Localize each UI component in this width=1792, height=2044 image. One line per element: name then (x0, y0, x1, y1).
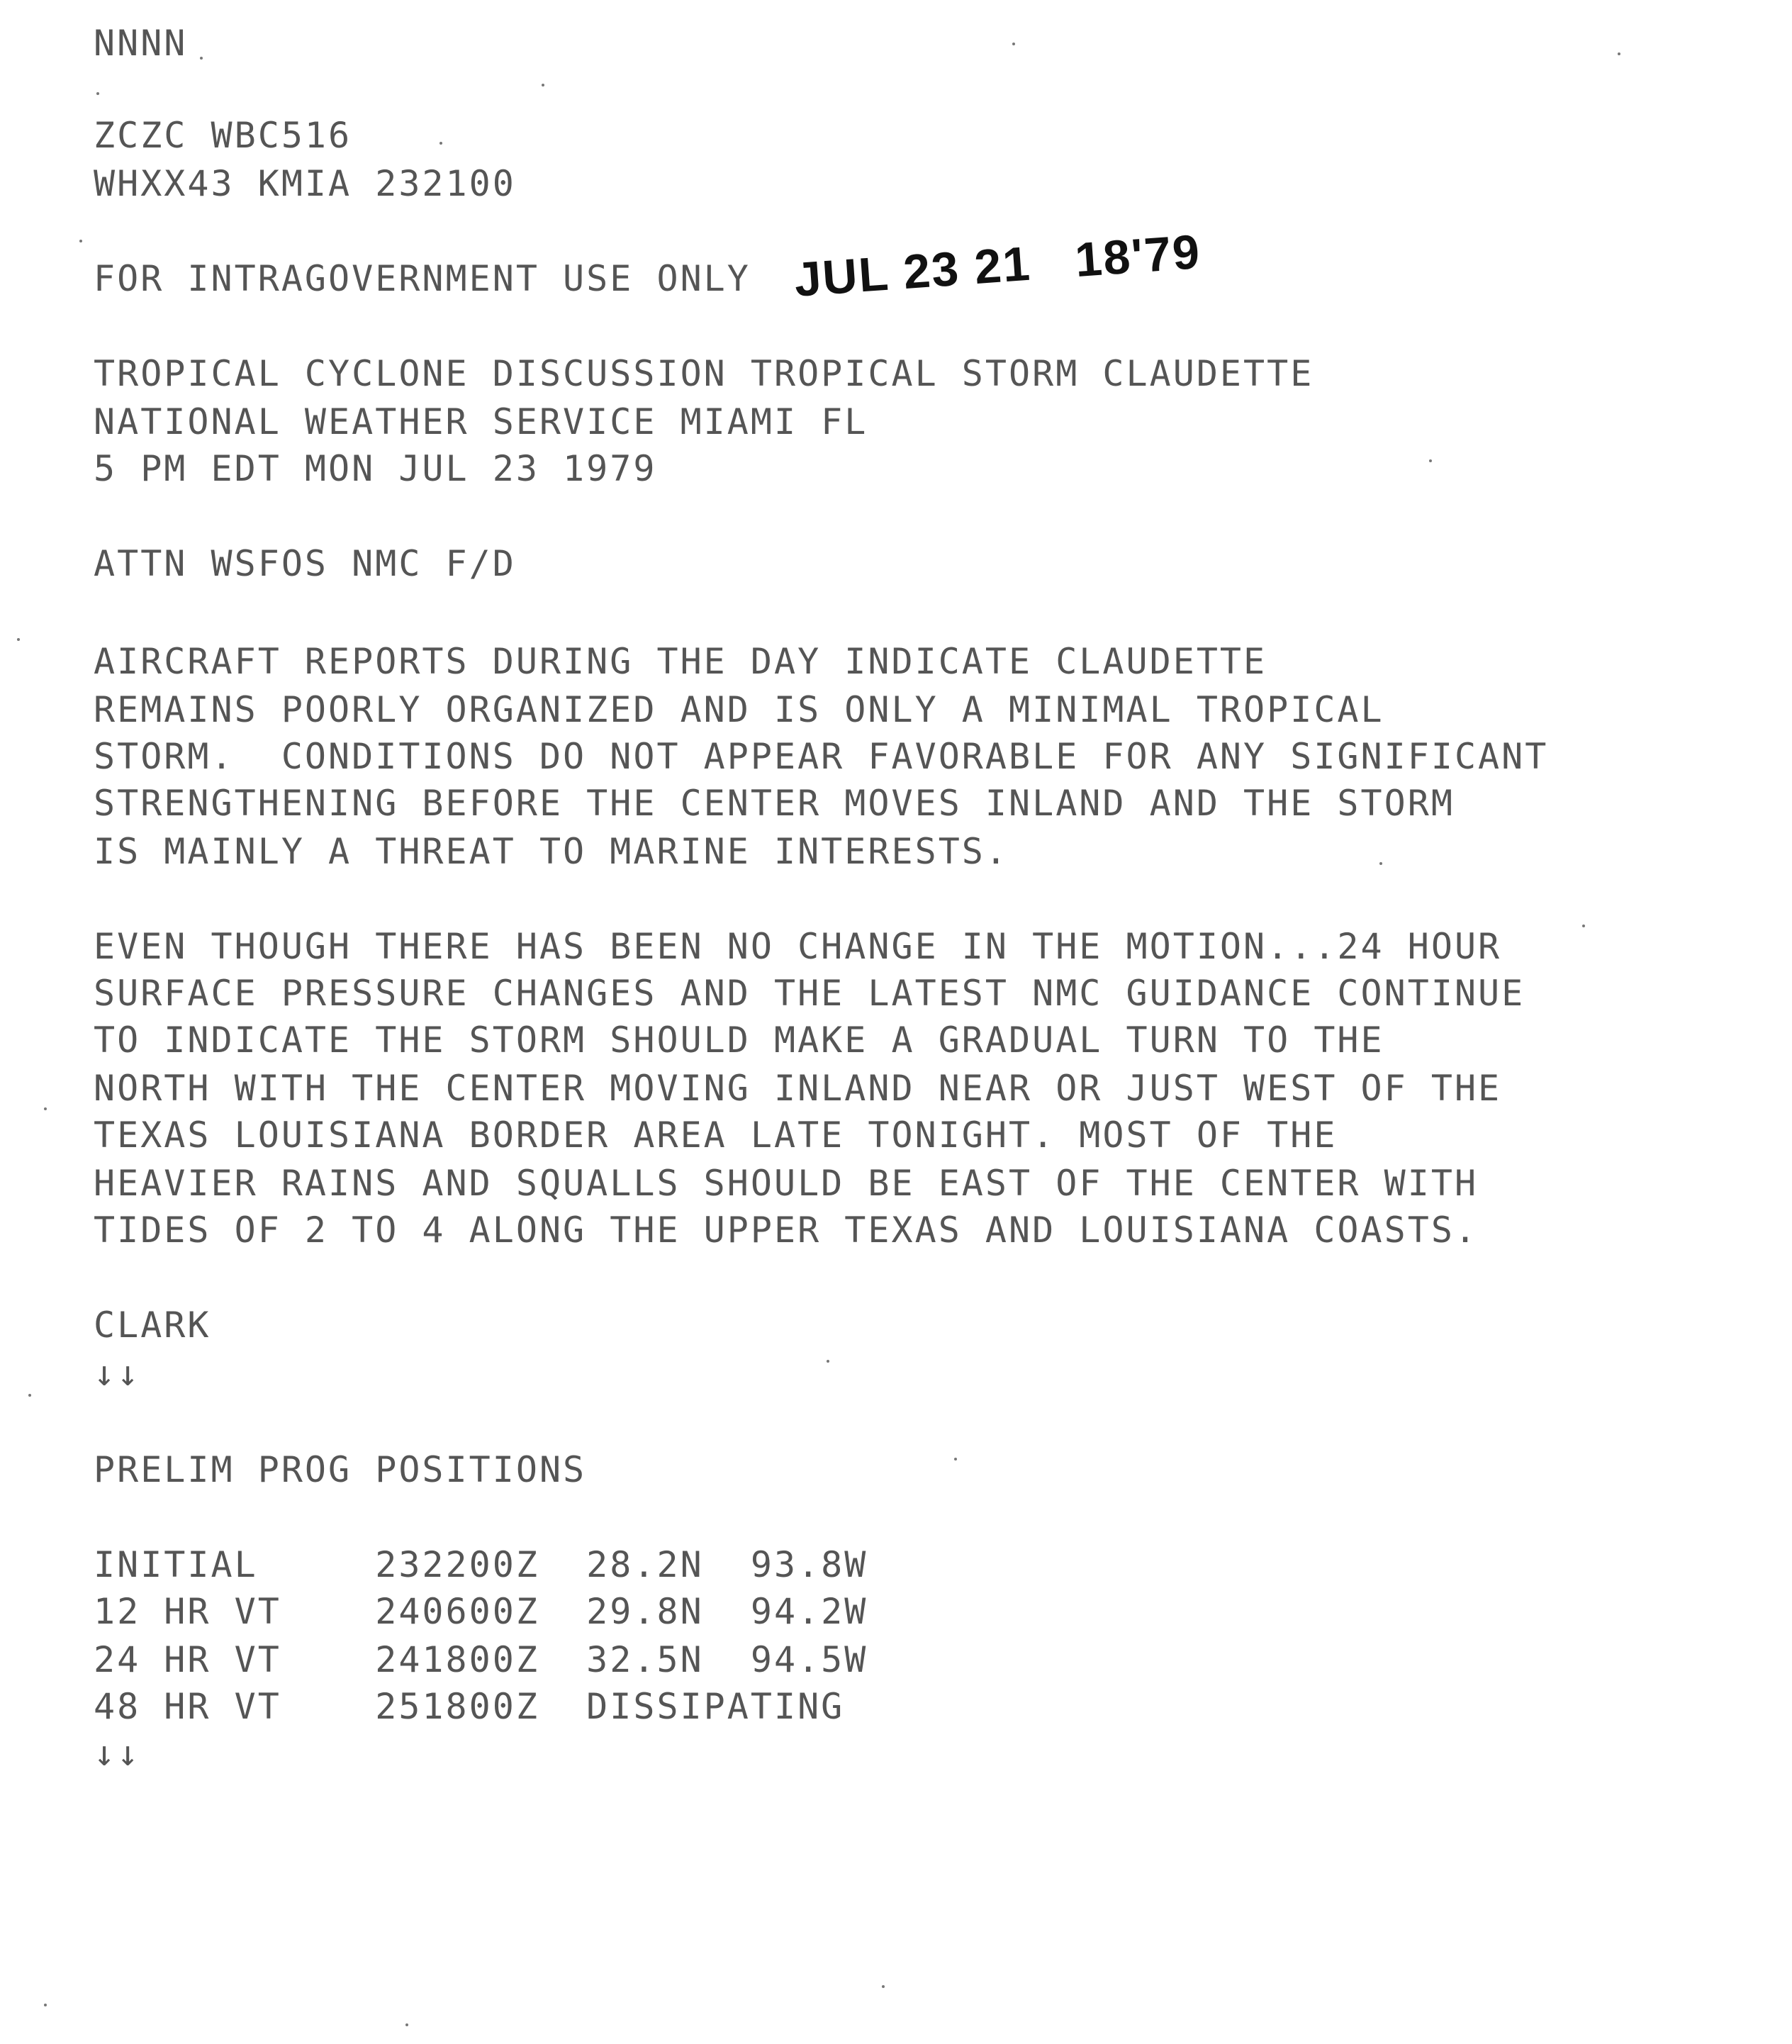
scan-speck (542, 84, 544, 86)
wmo-header-line: WHXX43 KMIA 232100 (94, 163, 516, 204)
paragraph1-line: STORM. CONDITIONS DO NOT APPEAR FAVORABLE FOR ANY SIGNIFICANT (94, 736, 1549, 777)
paragraph2-line: SURFACE PRESSURE CHANGES AND THE LATEST NMC GUIDANCE CONTINUE (94, 973, 1525, 1014)
scan-speck (1429, 459, 1432, 462)
scan-speck (1012, 43, 1015, 45)
position-row: 12 HR VT 240600Z 29.8N 94.2W (94, 1591, 868, 1632)
scan-speck (44, 1107, 47, 1110)
signature: CLARK (94, 1305, 211, 1346)
scan-speck (405, 2023, 408, 2026)
paragraph2-line: TEXAS LOUISIANA BORDER AREA LATE TONIGHT. MOST OF THE (94, 1115, 1338, 1156)
scan-speck (827, 1360, 829, 1363)
attention-line: ATTN WSFOS NMC F/D (94, 543, 516, 584)
nnnn-marker: NNNN (94, 23, 188, 64)
paragraph1-line: REMAINS POORLY ORGANIZED AND IS ONLY A MINIMAL TROPICAL (94, 689, 1384, 730)
position-row: INITIAL 232200Z 28.2N 93.8W (94, 1544, 868, 1585)
end-of-message-mark: ↓↓ (94, 1353, 141, 1394)
scan-speck (1582, 925, 1585, 927)
classification-line: FOR INTRAGOVERNMENT USE ONLY (94, 258, 751, 299)
scan-speck (200, 57, 203, 60)
scan-speck (28, 1394, 31, 1397)
paragraph2-line: HEAVIER RAINS AND SQUALLS SHOULD BE EAST OF THE CENTER WITH (94, 1163, 1479, 1204)
scan-speck (439, 142, 442, 145)
positions-heading: PRELIM PROG POSITIONS (94, 1449, 587, 1490)
paragraph1-line: AIRCRAFT REPORTS DURING THE DAY INDICATE CLAUDETTE (94, 641, 1267, 682)
routing-line: ZCZC WBC516 (94, 115, 352, 156)
position-row: 24 HR VT 241800Z 32.5N 94.5W (94, 1639, 868, 1680)
paragraph2-line: TIDES OF 2 TO 4 ALONG THE UPPER TEXAS AND LOUISIANA COASTS. (94, 1210, 1479, 1251)
issuing-office: NATIONAL WEATHER SERVICE MIAMI FL (94, 401, 868, 442)
scan-speck (1618, 52, 1620, 55)
scan-speck (1379, 862, 1382, 865)
scan-speck (44, 2004, 47, 2006)
paragraph1-line: STRENGTHENING BEFORE THE CENTER MOVES INLAND AND THE STORM (94, 783, 1455, 824)
paragraph2-line: TO INDICATE THE STORM SHOULD MAKE A GRADUAL TURN TO THE (94, 1020, 1384, 1061)
scan-speck (882, 1985, 885, 1988)
scan-speck (954, 1458, 957, 1461)
scan-speck (79, 240, 82, 242)
scan-speck (17, 638, 20, 641)
end-of-message-mark: ↓↓ (94, 1733, 141, 1774)
paragraph1-line: IS MAINLY A THREAT TO MARINE INTERESTS. (94, 831, 1009, 872)
received-date-stamp: JUL 23 21 18'79 (793, 224, 1203, 307)
paragraph2-line: NORTH WITH THE CENTER MOVING INLAND NEAR OR JUST WEST OF THE (94, 1068, 1502, 1109)
paragraph2-line: EVEN THOUGH THERE HAS BEEN NO CHANGE IN THE MOTION...24 HOUR (94, 926, 1502, 967)
discussion-title: TROPICAL CYCLONE DISCUSSION TROPICAL STORM CLAUDETTE (94, 353, 1314, 394)
issue-time: 5 PM EDT MON JUL 23 1979 (94, 448, 657, 489)
scan-speck (96, 92, 99, 95)
position-row: 48 HR VT 251800Z DISSIPATING (94, 1686, 845, 1727)
